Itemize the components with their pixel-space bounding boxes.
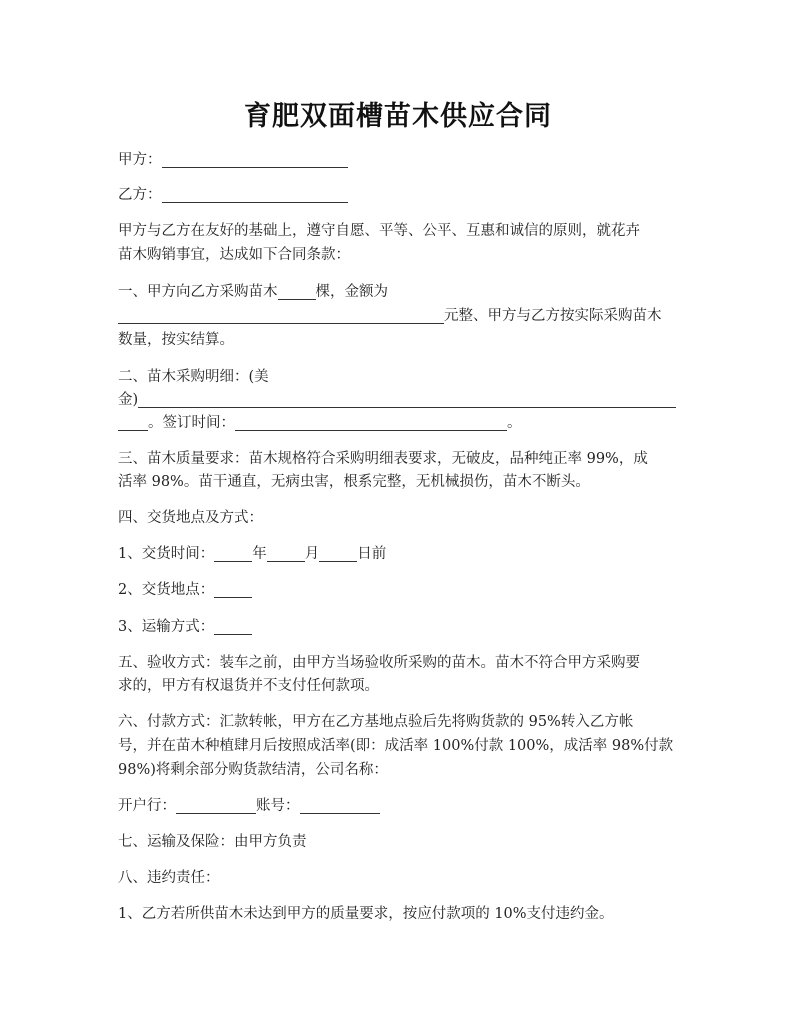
party-b-blank[interactable] — [162, 186, 348, 203]
clause6-line-2: 号，并在苗木种植肆月后按照成活率(即：成活率 100%付款 100%，成活率 98%付款 — [118, 738, 674, 754]
day-label: 日前 — [357, 546, 387, 562]
transport-line — [118, 616, 683, 638]
month-label: 月 — [304, 546, 320, 562]
clause2-line-1: 二、苗木采购明细：(美 — [118, 369, 269, 385]
document-title: 育肥双面槽苗木供应合同 — [244, 101, 552, 132]
clause1-line-2 — [118, 305, 683, 327]
delivery-place-blank[interactable] — [214, 581, 252, 598]
party-b-line — [118, 184, 683, 206]
clause1-text-c: 元整、甲方与乙方按实际采购苗木 — [444, 308, 662, 324]
delivery-place-line — [118, 579, 683, 601]
clause8-item-1: 1、乙方若所供苗木未达到甲方的质量要求，按应付款项的 10%支付违约金。 — [118, 906, 614, 922]
month-blank[interactable] — [267, 545, 305, 562]
clause2-end: 。 — [507, 415, 522, 431]
details-blank-cont[interactable] — [118, 414, 148, 431]
party-a-label: 甲方： — [118, 152, 162, 168]
clause6-line-3: 98%)将剩余部分购货款结清，公司名称： — [118, 762, 388, 778]
clause5-line-2: 求的，甲方有权退货并不支付任何款项。 — [118, 678, 379, 694]
year-blank[interactable] — [214, 545, 252, 562]
party-b-label: 乙方： — [118, 187, 162, 203]
transport-blank[interactable] — [214, 618, 252, 635]
clause2-text-b: 金) — [118, 392, 139, 408]
bank-line — [118, 795, 683, 817]
party-a-blank[interactable] — [162, 151, 348, 168]
delivery-time-label: 1、交货时间： — [118, 546, 215, 562]
clause2-line-3 — [118, 412, 683, 434]
clause1-line-3: 数量，按实结算。 — [118, 332, 234, 348]
clause2-line-2 — [118, 389, 683, 411]
clause7-line: 七、运输及保险：由甲方负责 — [118, 834, 307, 850]
bank-label: 开户行： — [118, 798, 176, 814]
clause5-line-1: 五、验收方式：装车之前，由甲方当场验收所采购的苗木。苗木不符合甲方采购要 — [118, 655, 640, 671]
transport-label: 3、运输方式： — [118, 619, 215, 635]
clause4-heading: 四、交货地点及方式： — [118, 510, 263, 526]
account-blank[interactable] — [300, 797, 380, 814]
bank-blank[interactable] — [176, 797, 256, 814]
clause1-line-1 — [118, 281, 683, 303]
tree-count-blank[interactable] — [278, 283, 316, 300]
clause8-heading: 八、违约责任： — [118, 870, 220, 886]
amount-blank[interactable] — [118, 307, 444, 324]
details-blank[interactable] — [138, 391, 676, 408]
clause1-text-b: 棵，金额为 — [315, 284, 388, 300]
delivery-time-line — [118, 543, 683, 565]
account-label: 账号： — [256, 798, 300, 814]
clause3-line-1: 三、苗木质量要求：苗木规格符合采购明细表要求，无破皮，品种纯正率 99%，成 — [118, 451, 648, 467]
clause6-line-1: 六、付款方式：汇款转帐，甲方在乙方基地点验后先将购货款的 95%转入乙方帐 — [118, 714, 634, 730]
year-label: 年 — [252, 546, 267, 562]
delivery-place-label: 2、交货地点： — [118, 582, 215, 598]
clause1-text-a: 一、甲方向乙方采购苗木 — [118, 284, 278, 300]
sign-date-label: 。签订时间： — [148, 415, 235, 431]
sign-date-blank[interactable] — [235, 414, 507, 431]
party-a-line — [118, 149, 683, 171]
intro-line-1: 甲方与乙方在友好的基础上，遵守自愿、平等、公平、互惠和诚信的原则，就花卉 — [118, 223, 640, 239]
day-blank[interactable] — [319, 545, 357, 562]
intro-line-2: 苗木购销事宜，达成如下合同条款： — [118, 247, 350, 263]
clause3-line-2: 活率 98%。苗干通直，无病虫害，根系完整，无机械损伤，苗木不断头。 — [118, 474, 590, 490]
